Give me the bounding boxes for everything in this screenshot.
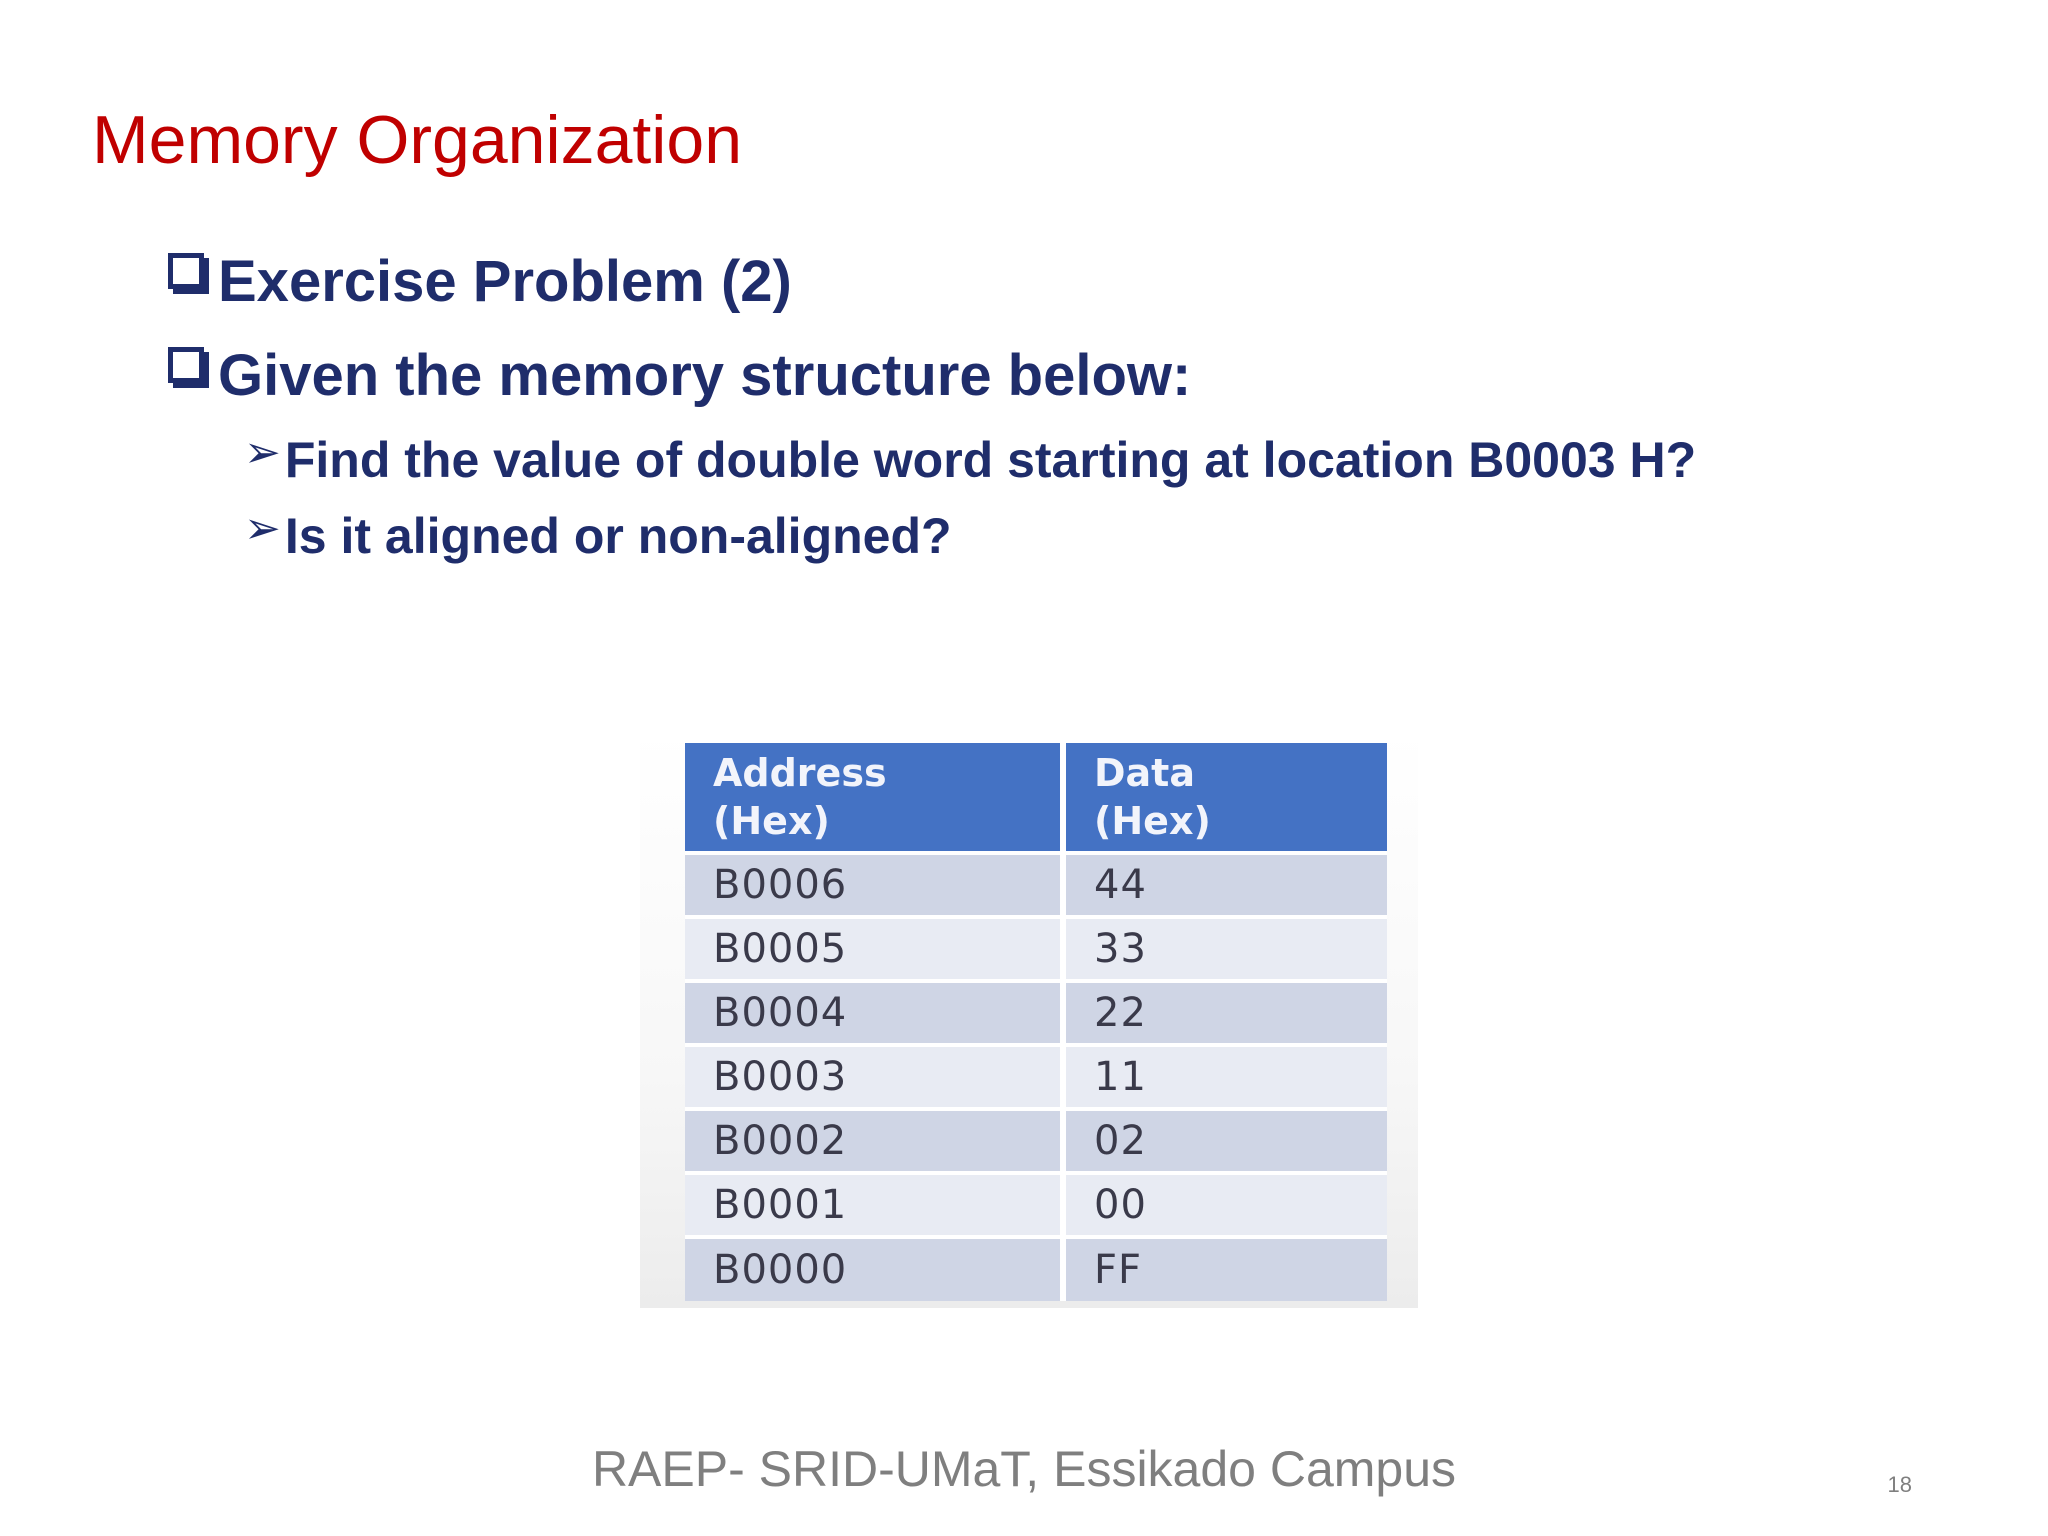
address-cell: B0005 [685,917,1063,981]
header-address [685,743,1063,853]
slide-title: Memory Organization [92,102,743,178]
checkbox-square-icon [168,253,204,289]
address-cell: B0004 [685,981,1063,1045]
checkbox-square-icon [168,347,204,383]
sub-bullet-find-value [244,422,1696,498]
table-header-row [685,743,1387,853]
header-data [1063,743,1387,853]
footer-text: RAEP- SRID-UMaT, Essikado Campus [591,1441,1457,1497]
arrow-bullet-icon: ➢ [244,427,281,477]
header-address-line2: (Hex) [713,799,830,843]
header-data-line2: (Hex) [1094,799,1211,843]
table-row [685,917,1387,981]
bullet-given-structure [168,328,1696,422]
bullet-text: Given the memory structure below: [218,342,1192,408]
address-cell: B0001 [685,1173,1063,1237]
memory-table-image [640,730,1418,1308]
sub-bullet-aligned [244,498,1696,574]
header-data-line1: Data [1094,751,1195,795]
data-cell: 22 [1063,981,1387,1045]
address-cell: B0000 [685,1237,1063,1301]
sub-bullet-text: Find the value of double word starting at location B0003 H? [284,432,1697,488]
data-cell: 11 [1063,1045,1387,1109]
data-cell: 00 [1063,1173,1387,1237]
table-row [685,1173,1387,1237]
table-row [685,1109,1387,1173]
arrow-bullet-icon: ➢ [244,503,281,553]
bullet-exercise-problem [168,234,1696,328]
bullet-list [168,234,1696,574]
memory-table [685,743,1387,1301]
data-cell: FF [1063,1237,1387,1301]
page-number: 18 [1887,1472,1912,1497]
sub-bullet-text: Is it aligned or non-aligned? [284,508,952,564]
data-cell: 02 [1063,1109,1387,1173]
table-row [685,853,1387,917]
bullet-text: Exercise Problem (2) [218,248,792,314]
data-cell: 44 [1063,853,1387,917]
table-row [685,1237,1387,1301]
table-row [685,981,1387,1045]
address-cell: B0006 [685,853,1063,917]
address-cell: B0002 [685,1109,1063,1173]
header-address-line1: Address [713,751,887,795]
data-cell: 33 [1063,917,1387,981]
table-row [685,1045,1387,1109]
address-cell: B0003 [685,1045,1063,1109]
